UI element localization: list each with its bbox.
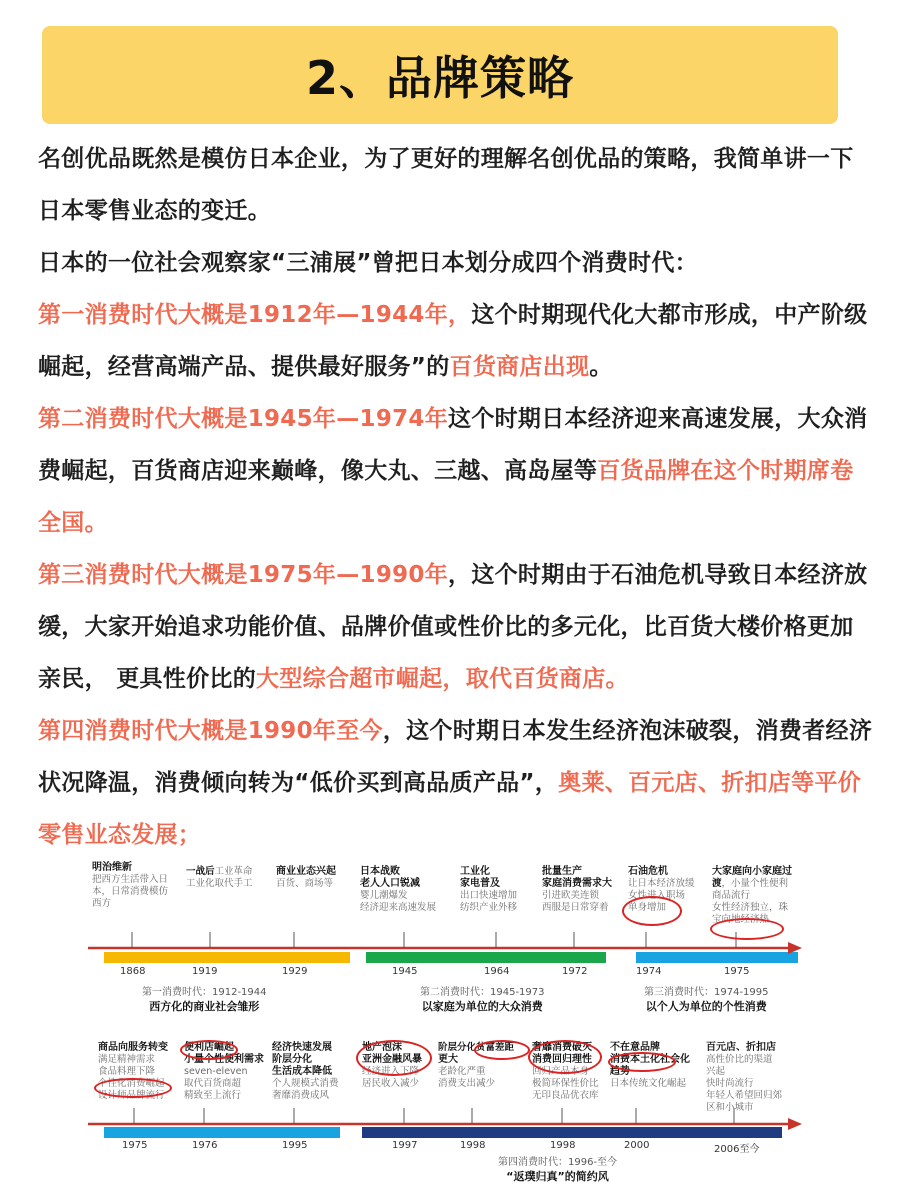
event-service-shift: 商品向服务转变 满足精神需求 食品料理下降 个性化消费崛起 设计师品牌流行 [98, 1042, 168, 1101]
year-label: 1868 [120, 966, 146, 977]
paragraph-era-1 [38, 289, 874, 393]
event-oil-crisis: 石油危机 让日本经济放缓 女性进入职场 单身增加 [628, 866, 695, 913]
title-banner [42, 26, 838, 124]
event-rapid-growth: 经济快速发展 阶层分化 生活成本降低 个人规模式消费 奢靡消费成风 [272, 1042, 339, 1101]
year-label: 1972 [562, 966, 588, 977]
event-war-defeat: 日本战败 老人人口锐减 婴儿潮爆发 经济迎来高速发展 [360, 866, 437, 913]
era-3-bar [636, 952, 798, 963]
highlight-ring [180, 1040, 238, 1060]
year-label: 1975 [122, 1140, 148, 1151]
era-1-caption: 第一消费时代：1912-1944 西方化的商业社会雏形 [142, 987, 267, 1013]
top-ticks [132, 932, 736, 948]
event-mass-production: 批量生产 家庭消费需求大 引进欧美连锁 西服是日常穿着 [542, 866, 612, 913]
year-label: 1974 [636, 966, 662, 977]
bottom-ticks [134, 1108, 734, 1124]
event-rational-consumption: 奢靡消费破灭 消费回归理性 回归产品本身 极简环保性价比 无印良品优衣库 [532, 1042, 599, 1101]
era-1-end: 。 [589, 354, 613, 380]
paragraph-era-3 [38, 549, 874, 705]
era-3-highlight: 大型综合超市崛起，取代百货商店。 [256, 666, 629, 692]
event-small-family: 大家庭向小家庭过 渡，小量个性便利 商品流行 女性经济独立，珠 宝向地经济热 [712, 866, 792, 925]
highlight-ring [608, 1052, 676, 1072]
era-2-heading: 第二消费时代大概是1945年—1974年 [38, 406, 449, 432]
era-3-caption: 第三消费时代：1974-1995 以个人为单位的个性消费 [644, 987, 769, 1013]
highlight-ring [622, 896, 682, 926]
year-label: 1964 [484, 966, 510, 977]
era-2-highlight: 百货品牌在这个时期席卷全国。 [38, 458, 854, 536]
bottom-arrow-head [788, 1118, 802, 1130]
year-label: 1976 [192, 1140, 218, 1151]
era-1-text: 这个时期现代化大都市形成，中产阶级崛起，经营高端产品、提供最好服务”的 [38, 302, 868, 380]
era-4b-bar [362, 1127, 782, 1138]
paragraph-era-2 [38, 393, 874, 549]
era-4-text: ，这个时期日本发生经济泡沫破裂，消费者经济状况降温，消费倾向转为“低价买到高品质产品”， [38, 718, 873, 796]
event-industrialization: 工业化 家电普及 出口快速增加 纺织产业外移 [460, 866, 518, 913]
event-post-ww1: 一战后工业革命 工业化取代手工 [186, 866, 253, 889]
page-title: 2、品牌策略 [305, 51, 574, 105]
era-3-heading: 第三消费时代大概是1975年—1990年 [38, 562, 449, 588]
year-label: 2000 [624, 1140, 650, 1151]
event-class-divide: 阶层分化贫富差距 更大 老龄化严重 消费支出减少 [438, 1042, 515, 1089]
era-1-heading: 第一消费时代大概是1912年—1944年， [38, 302, 472, 328]
era-1-highlight: 百货商店出现 [449, 354, 590, 380]
era-4-caption: 第四消费时代：1996-至今 “返璞归真”的简约风 [498, 1157, 618, 1183]
year-label: 1995 [282, 1140, 308, 1151]
year-label: 1998 [550, 1140, 576, 1151]
event-commerce: 商业业态兴起 百货、商场等 [276, 866, 336, 889]
highlight-ring [528, 1040, 602, 1074]
highlight-ring [356, 1040, 432, 1076]
year-label: 1945 [392, 966, 418, 977]
era-3-text: ，这个时期由于石油危机导致日本经济放缓，大家开始追求功能价值、品牌价值或性价比的多元化，比百货大楼价格更加亲民， 更具性价比的 [38, 562, 868, 692]
era-2-bar [366, 952, 606, 963]
event-bubble: 地产泡沫 亚洲金融风暴 经济进入下降 居民收入减少 [362, 1042, 422, 1089]
year-label: 1929 [282, 966, 308, 977]
highlight-ring [474, 1040, 530, 1060]
paragraph-observer: 日本的一位社会观察家“三浦展”曾把日本划分成四个消费时代： [38, 250, 698, 276]
era-4a-bar [104, 1127, 340, 1138]
era-2-text: 这个时期日本经济迎来高速发展，大众消费崛起，百货商店迎来巅峰，像大丸、三越、高岛屋等 [38, 406, 868, 484]
year-label: 1975 [724, 966, 750, 977]
era-2-caption: 第二消费时代：1945-1973 以家庭为单位的大众消费 [420, 987, 545, 1013]
event-convenience-store: 便利店崛起 小量个性便利需求 seven-eleven 取代百货商超 精致至上流行 [184, 1042, 264, 1101]
timeline-figure [88, 862, 804, 1192]
highlight-ring [94, 1078, 172, 1098]
event-localization: 不在意品牌 消费本土化社会化 趋势 日本传统文化崛起 [610, 1042, 690, 1089]
year-label: 1919 [192, 966, 218, 977]
event-discount-stores: 百元店、折扣店 高性价比的渠道 兴起 快时尚流行 年轻人希望回归郊 区和小城市 [706, 1042, 783, 1113]
paragraph-intro: 名创优品既然是模仿日本企业，为了更好的理解名创优品的策略，我简单讲一下日本零售业态的变迁。 [38, 146, 854, 224]
year-label: 1998 [460, 1140, 486, 1151]
era-1-bar [104, 952, 350, 963]
era-4-heading: 第四消费时代大概是1990年至今 [38, 718, 383, 744]
paragraph-era-4 [38, 705, 874, 861]
highlight-ring [710, 918, 784, 940]
event-meiji: 明治维新 把西方生活带入日 本，日常消费模仿 西方 [92, 862, 169, 909]
year-label: 1997 [392, 1140, 418, 1151]
article-body [38, 133, 874, 861]
era-4-highlight: 奥莱、百元店、折扣店等平价零售业态发展； [38, 770, 862, 848]
year-label: 2006至今 [714, 1144, 760, 1155]
